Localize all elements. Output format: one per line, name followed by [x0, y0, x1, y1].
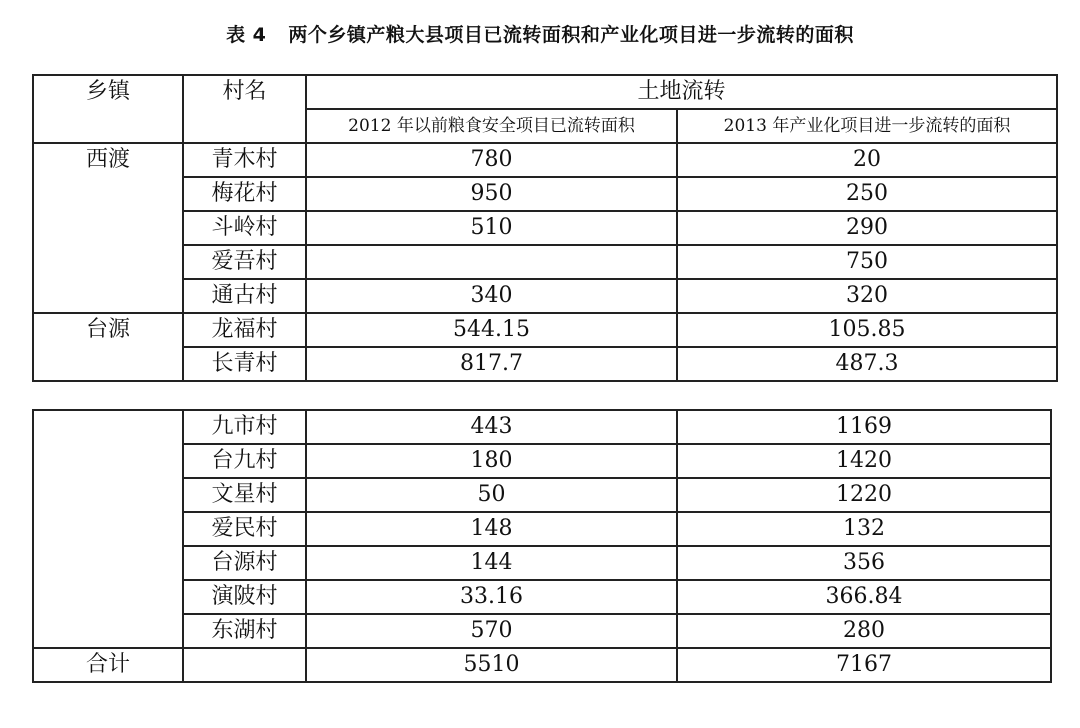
value-2012-cell: 443: [306, 410, 677, 444]
value-2012-cell: 950: [306, 177, 677, 211]
value-2013-cell: 20: [677, 143, 1057, 177]
header-2013: 2013 年产业化项目进一步流转的面积: [677, 109, 1057, 143]
value-2012-cell: 817.7: [306, 347, 677, 381]
value-2012-cell: 340: [306, 279, 677, 313]
value-2013-cell: 105.85: [677, 313, 1057, 347]
village-cell: 斗岭村: [183, 211, 306, 245]
value-2013-cell: 1220: [677, 478, 1051, 512]
value-2013-cell: 750: [677, 245, 1057, 279]
value-2013-cell: 132: [677, 512, 1051, 546]
village-cell: 演陂村: [183, 580, 306, 614]
village-cell: 台源村: [183, 546, 306, 580]
value-2013-cell: 356: [677, 546, 1051, 580]
table-row: [33, 478, 1051, 512]
table-row: [33, 444, 1051, 478]
total-label: 合计: [33, 648, 183, 682]
table-row: [33, 313, 1057, 347]
table-row: [33, 347, 1057, 381]
table-row: [33, 410, 1051, 444]
village-cell: 龙福村: [183, 313, 306, 347]
village-cell: 文星村: [183, 478, 306, 512]
village-cell: 东湖村: [183, 614, 306, 648]
value-2013-cell: 366.84: [677, 580, 1051, 614]
table-row: [33, 245, 1057, 279]
header-2012: 2012 年以前粮食安全项目已流转面积: [306, 109, 677, 143]
value-2013-cell: 1420: [677, 444, 1051, 478]
data-table-part-1: [32, 74, 1058, 382]
value-2012-cell: 33.16: [306, 580, 677, 614]
total-village-cell: [183, 648, 306, 682]
total-2012-cell: 5510: [306, 648, 677, 682]
total-row: [33, 648, 1051, 682]
village-cell: 九市村: [183, 410, 306, 444]
data-table-part-2: [32, 409, 1052, 683]
value-2012-cell: 144: [306, 546, 677, 580]
table-caption: 两个乡镇产粮大县项目已流转面积和产业化项目进一步流转的面积: [288, 24, 854, 46]
village-cell: 青木村: [183, 143, 306, 177]
table-row: [33, 211, 1057, 245]
header-land-transfer: 土地流转: [306, 75, 1057, 109]
town-cell: 台源: [33, 313, 183, 381]
village-cell: 通古村: [183, 279, 306, 313]
table-row: [33, 177, 1057, 211]
table-row: [33, 614, 1051, 648]
town-cell: 西渡: [33, 143, 183, 313]
village-cell: 爱吾村: [183, 245, 306, 279]
table-row: [33, 279, 1057, 313]
value-2012-cell: 570: [306, 614, 677, 648]
value-2012-cell: 510: [306, 211, 677, 245]
village-cell: 爱民村: [183, 512, 306, 546]
value-2013-cell: 280: [677, 614, 1051, 648]
total-2013-cell: 7167: [677, 648, 1051, 682]
header-village: 村名: [183, 75, 306, 143]
value-2012-cell: 544.15: [306, 313, 677, 347]
table-row: [33, 512, 1051, 546]
value-2013-cell: 250: [677, 177, 1057, 211]
table-title: [0, 20, 1080, 47]
value-2013-cell: 290: [677, 211, 1057, 245]
value-2012-cell: 148: [306, 512, 677, 546]
table-number: 表 4: [226, 24, 267, 46]
value-2013-cell: 487.3: [677, 347, 1057, 381]
town-cell: [33, 410, 183, 648]
table-row: [33, 580, 1051, 614]
table-row: [33, 143, 1057, 177]
village-cell: 台九村: [183, 444, 306, 478]
value-2013-cell: 320: [677, 279, 1057, 313]
value-2012-cell: 780: [306, 143, 677, 177]
value-2012-cell: 180: [306, 444, 677, 478]
table-row: [33, 546, 1051, 580]
value-2013-cell: 1169: [677, 410, 1051, 444]
value-2012-cell: [306, 245, 677, 279]
value-2012-cell: 50: [306, 478, 677, 512]
header-town: 乡镇: [33, 75, 183, 143]
village-cell: 长青村: [183, 347, 306, 381]
village-cell: 梅花村: [183, 177, 306, 211]
